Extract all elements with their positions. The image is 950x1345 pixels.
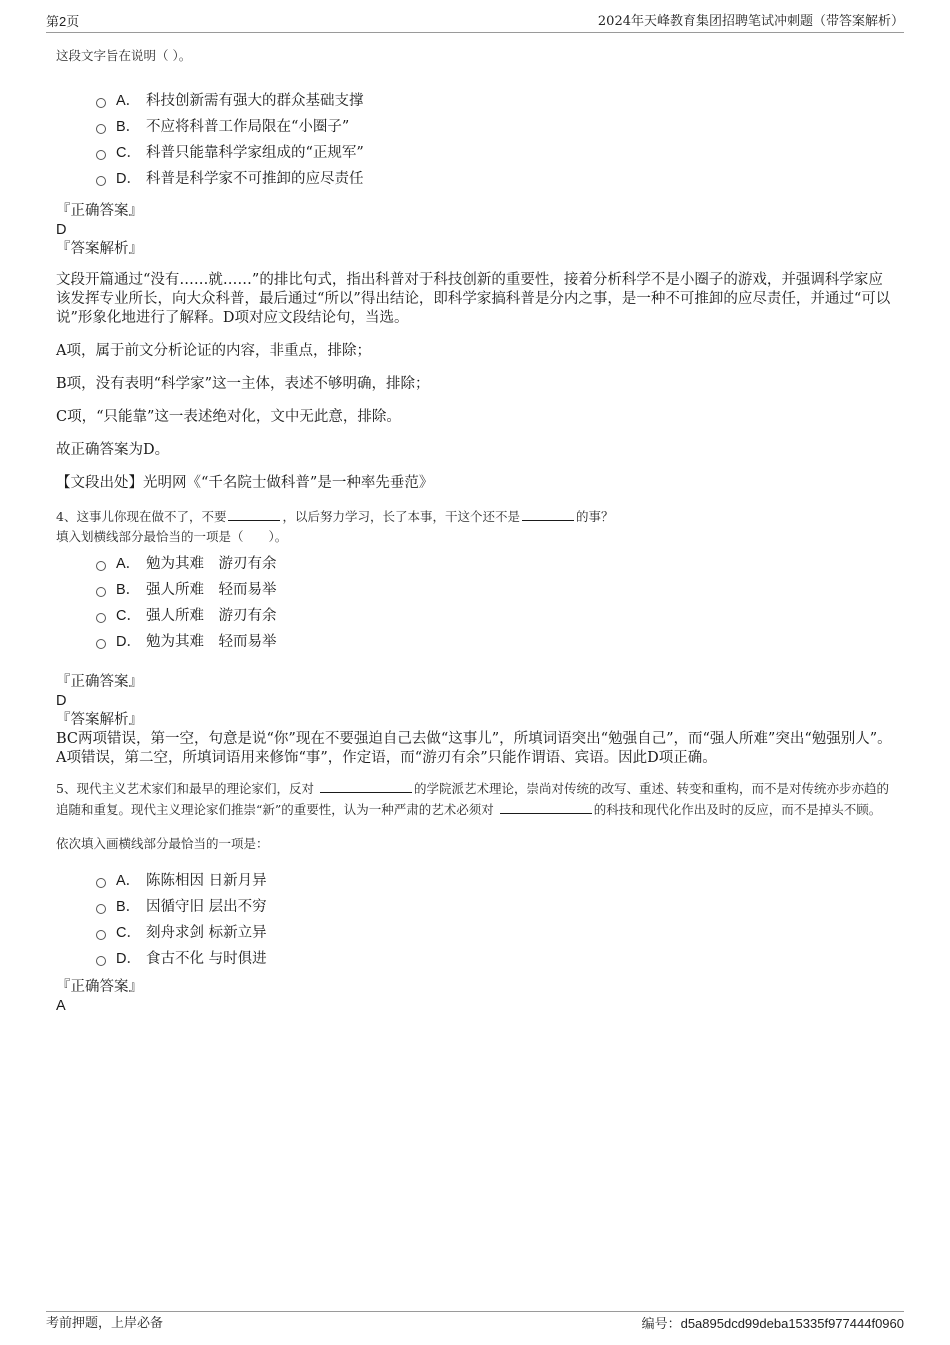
q3-option-c[interactable] [96, 138, 896, 164]
q5-stem-part3: 的科技和现代化作出及时的反应，而不是掉头不顾。 [593, 802, 882, 817]
q4-answer-label: 『正确答案』 [56, 674, 143, 690]
q4-stem-part2: ，以后努力学习，长了本事，干这个还不是 [282, 509, 520, 524]
option-text: 科普是科学家不可推卸的应尽责任 [146, 170, 364, 187]
q3-answer: D [56, 222, 67, 238]
option-letter: A． [116, 92, 141, 109]
option-letter: B． [116, 898, 141, 915]
q4-stem-part3: 的事？ [575, 509, 614, 524]
document-title: 2024年天峰教育集团招聘笔试冲刺题（带答案解析） [597, 14, 904, 29]
option-text: 勉为其难 轻而易举 [146, 633, 277, 650]
q3-option-d[interactable] [96, 164, 896, 190]
blank-line [522, 508, 574, 521]
q5-option-c[interactable] [96, 918, 896, 944]
q3-analysis-b: B项，没有表明“科学家”这一主体，表述不够明确，排除； [56, 376, 430, 392]
option-text: 科普只能靠科学家组成的“正规军” [146, 144, 364, 161]
q4-option-a[interactable] [96, 549, 896, 575]
q5-options [96, 866, 896, 970]
option-letter: D． [116, 950, 141, 967]
q3-option-b[interactable] [96, 112, 896, 138]
radio-icon[interactable] [96, 878, 106, 888]
option-text: 食古不化 与时俱进 [146, 950, 267, 967]
radio-icon[interactable] [96, 561, 106, 571]
option-text: 勉为其难 游刃有余 [146, 555, 277, 572]
q5-instruction: 依次填入画横线部分最恰当的一项是： [56, 836, 269, 851]
q4-stem-part1: 4、这事儿你现在做不了，不要 [56, 509, 227, 524]
q4-options [96, 549, 896, 653]
option-letter: C． [116, 607, 141, 624]
page-header [46, 12, 904, 33]
blank-line [228, 508, 280, 521]
radio-icon[interactable] [96, 150, 106, 160]
q4-option-b[interactable] [96, 575, 896, 601]
q3-options [96, 86, 896, 190]
q3-stem: 这段文字旨在说明（ ）。 [56, 48, 192, 63]
q3-option-a[interactable] [96, 86, 896, 112]
q5-option-b[interactable] [96, 892, 896, 918]
q4-option-c[interactable] [96, 601, 896, 627]
radio-icon[interactable] [96, 587, 106, 597]
q4-option-d[interactable] [96, 627, 896, 653]
q3-analysis-a: A项，属于前文分析论证的内容，非重点，排除； [56, 343, 371, 359]
radio-icon[interactable] [96, 176, 106, 186]
q5-stem-part2: 的学院派艺术理论，崇尚对传统的改写、重述、转变和重构，而不是对传统亦步亦趋的追随和重复。现代主义理论家们推崇“新”的重要性，认为一种严肃的艺术必须对 [56, 781, 889, 817]
q3-answer-label: 『正确答案』 [56, 203, 143, 219]
q3-analysis-main: 文段开篇通过“没有……就……”的排比句式，指出科普对于科技创新的重要性，接着分析科学不是小圈子的游戏，并强调科学家应该发挥专业所长，向大众科普，最后通过“所以”得出结论，即科学家搞科普是分内之事，是一种不可推卸的应尽责任，并通过“可以说”形象化地进行了解释。D项对应文段结论句，当选。 [56, 272, 891, 326]
q3-source: 【文段出处】光明网《“千名院士做科普”是一种率先垂范》 [56, 475, 434, 491]
page-content [56, 46, 896, 1016]
radio-icon[interactable] [96, 124, 106, 134]
page-number: 第2页 [46, 14, 80, 29]
option-text: 科技创新需有强大的群众基础支撑 [146, 92, 364, 109]
option-letter: B． [116, 118, 141, 135]
q4-answer: D [56, 693, 67, 709]
q4-analysis: BC两项错误，第一空，句意是说“你”现在不要强迫自己去做“这事儿”，所填词语突出“勉强自己”，而“强人所难”突出“勉强别人”。A项错误，第二空，所填词语用来修饰“事”，作定语，而“游刃有余”只能作谓语、宾语。因此D项正确。 [56, 731, 892, 766]
blank-line [500, 801, 592, 814]
option-text: 强人所难 游刃有余 [146, 607, 277, 624]
q3-analysis-label: 『答案解析』 [56, 241, 143, 257]
q4-instruction: 填入划横线部分最恰当的一项是（ ）。 [56, 529, 288, 544]
q3-analysis-c: C项，“只能靠”这一表述绝对化，文中无此意，排除。 [56, 409, 401, 425]
option-text: 强人所难 轻而易举 [146, 581, 277, 598]
option-text: 陈陈相因 日新月异 [146, 872, 267, 889]
option-text: 不应将科普工作局限在“小圈子” [146, 118, 350, 135]
option-letter: A． [116, 555, 141, 572]
radio-icon[interactable] [96, 904, 106, 914]
radio-icon[interactable] [96, 613, 106, 623]
q5-stem-part1: 5、现代主义艺术家们和最早的理论家们，反对 [56, 781, 318, 796]
q4-analysis-label: 『答案解析』 [56, 712, 143, 728]
footer-slogan: 考前押题，上岸必备 [46, 1316, 164, 1331]
radio-icon[interactable] [96, 639, 106, 649]
q3-conclusion: 故正确答案为D。 [56, 442, 170, 458]
radio-icon[interactable] [96, 98, 106, 108]
q5-stem [56, 778, 896, 820]
code-value: d5a895dcd99deba15335f977444f0960 [680, 1316, 904, 1331]
option-letter: C． [116, 144, 141, 161]
option-letter: B． [116, 581, 141, 598]
blank-line [320, 780, 412, 793]
option-text: 刻舟求剑 标新立异 [146, 924, 267, 941]
q5-answer: A [56, 998, 66, 1014]
option-letter: D． [116, 170, 141, 187]
option-text: 因循守旧 层出不穷 [146, 898, 267, 915]
option-letter: A． [116, 872, 141, 889]
radio-icon[interactable] [96, 956, 106, 966]
option-letter: C． [116, 924, 141, 941]
q5-answer-label: 『正确答案』 [56, 979, 143, 995]
document-code [642, 1314, 904, 1335]
q4-stem [56, 507, 896, 527]
page-footer [46, 1311, 904, 1334]
code-label: 编号： [641, 1317, 681, 1332]
q5-option-d[interactable] [96, 944, 896, 970]
option-letter: D． [116, 633, 141, 650]
radio-icon[interactable] [96, 930, 106, 940]
q5-option-a[interactable] [96, 866, 896, 892]
